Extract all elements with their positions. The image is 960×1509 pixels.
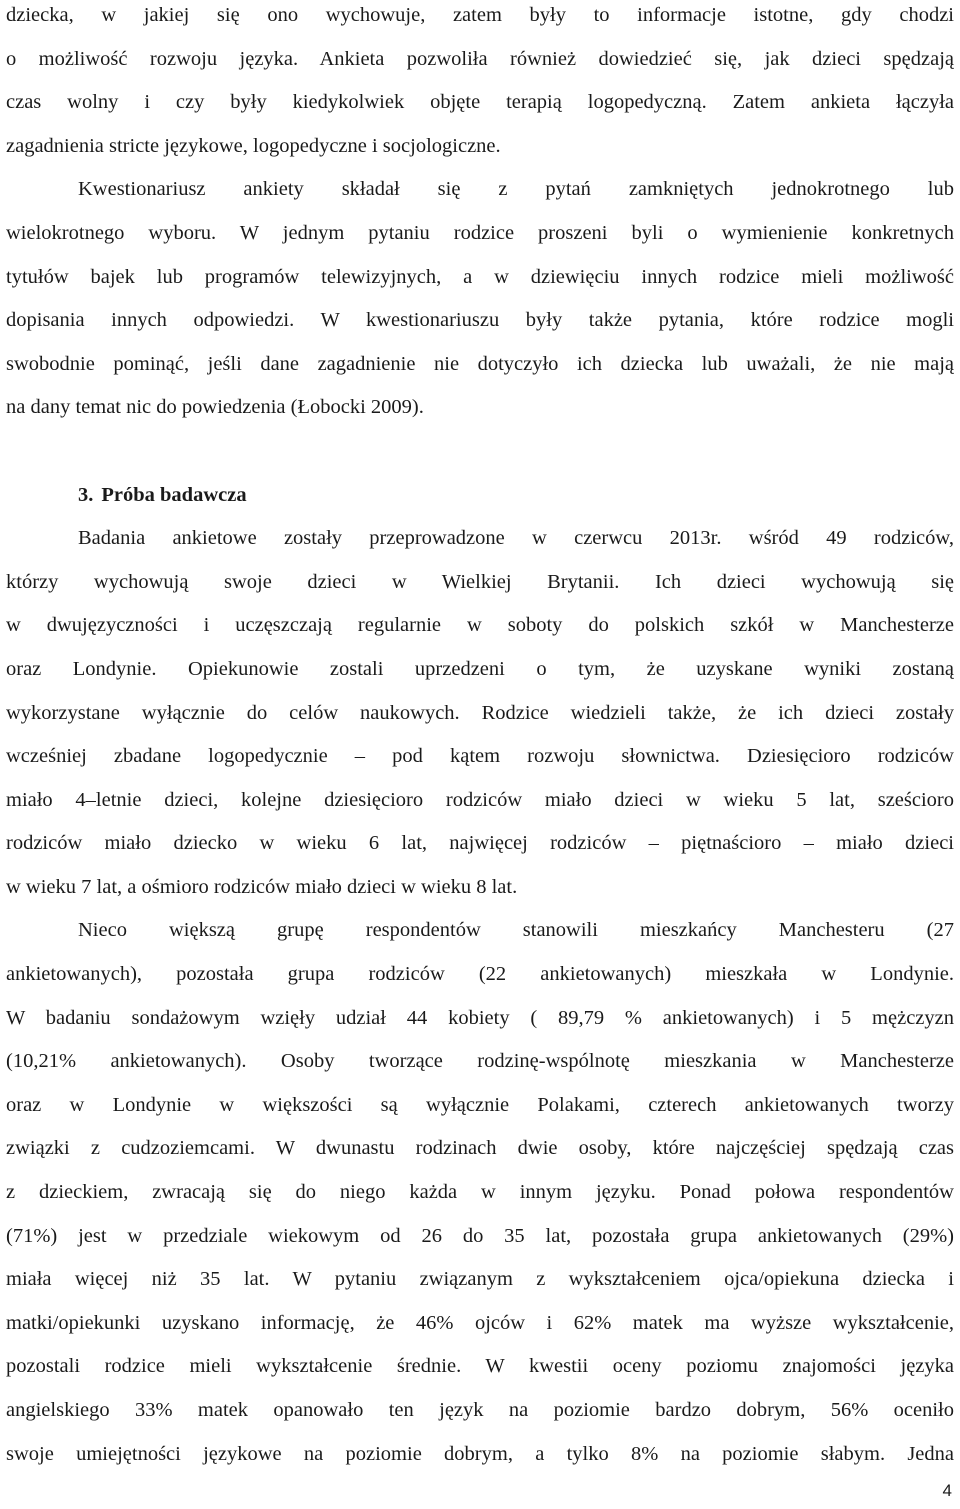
- text-line: wcześniej zbadane logopedycznie – pod kątem rozwoju słownictwa. Dziesięcioro rodziców: [6, 745, 954, 768]
- section-title: Próba badawcza: [101, 483, 247, 506]
- text-line: Nieco większą grupę respondentów stanowili mieszkańcy Manchesteru (27: [78, 919, 954, 942]
- text-line: Badania ankietowe zostały przeprowadzone w czerwcu 2013r. wśród 49 rodziców,: [78, 527, 954, 550]
- text-line: (10,21% ankietowanych). Osoby tworzące rodzinę-wspólnotę mieszkania w Manchesterze: [6, 1050, 954, 1073]
- text-line: matki/opiekunki uzyskano informację, że 46% ojców i 62% matek ma wyższe wykształcenie,: [6, 1311, 954, 1334]
- text-line: rodziców miało dziecko w wieku 6 lat, najwięcej rodziców – piętnaścioro – miało dzieci: [6, 832, 954, 855]
- text-line: (71%) jest w przedziale wiekowym od 26 do 35 lat, pozostała grupa ankietowanych (29%): [6, 1224, 954, 1247]
- text-line: związki z cudzoziemcami. W dwunastu rodzinach dwie osoby, które najczęściej spędzają czas: [6, 1137, 954, 1160]
- paragraph-gap: [6, 430, 954, 474]
- text-line: miała więcej niż 35 lat. W pytaniu związanym z wykształceniem ojca/opiekuna dziecka i: [6, 1268, 954, 1291]
- text-line: angielskiego 33% matek opanowało ten język na poziomie bardzo dobrym, 56% oceniło: [6, 1399, 954, 1421]
- text-line: ankietowanych), pozostała grupa rodziców (22 ankietowanych) mieszkała w Londynie.: [6, 963, 954, 986]
- text-line: oraz Londynie. Opiekunowie zostali uprzedzeni o tym, że uzyskane wyniki zostaną: [6, 657, 954, 680]
- text-line: tytułów bajek lub programów telewizyjnych, a w dziewięciu innych rodzice mieli możliwość: [6, 265, 954, 288]
- text-line: Kwestionariusz ankiety składał się z pytań zamkniętych jednokrotnego lub: [78, 178, 954, 201]
- text-line: czas wolny i czy były kiedykolwiek objęte terapią logopedyczną. Zatem ankieta łączyła: [6, 91, 954, 114]
- text-line: swoje umiejętności językowe na poziomie dobrym, a tylko 8% na poziomie słabym. Jedna: [6, 1442, 954, 1465]
- text-line: miało 4–letnie dzieci, kolejne dziesięcioro rodziców miało dzieci w wieku 5 lat, sześcioro: [6, 788, 954, 811]
- text-line: w wieku 7 lat, a ośmioro rodziców miało dzieci w wieku 8 lat.: [6, 875, 518, 898]
- page-number: 4: [942, 1481, 952, 1500]
- text-line: z dzieckiem, zwracają się do niego każda w innym języku. Ponad połowa respondentów: [6, 1181, 954, 1204]
- text-line: zagadnienia stricte językowe, logopedyczne i socjologiczne.: [6, 134, 501, 157]
- text-line: na dany temat nic do powiedzenia (Łobocki 2009).: [6, 396, 424, 419]
- text-line: swobodnie pominąć, jeśli dane zagadnienie nie dotyczyło ich dziecka lub uważali, że nie mają: [6, 352, 954, 375]
- text-line: o możliwość rozwoju języka. Ankieta pozwoliła również dowiedzieć się, jak dzieci spędzają: [6, 47, 954, 70]
- document-page: [6, 0, 954, 1476]
- section-heading: [6, 474, 954, 518]
- text-line: oraz w Londynie w większości są wyłącznie Polakami, czterech ankietowanych tworzy: [6, 1093, 954, 1116]
- text-line: którzy wychowują swoje dzieci w Wielkiej Brytanii. Ich dzieci wychowują się: [6, 570, 954, 593]
- text-line: W badaniu sondażowym wzięły udział 44 kobiety ( 89,79 % ankietowanych) i 5 mężczyzn: [6, 1006, 954, 1029]
- text-line: pozostali rodzice mieli wykształcenie średnie. W kwestii oceny poziomu znajomości języka: [6, 1355, 954, 1378]
- text-line: dopisania innych odpowiedzi. W kwestionariuszu były także pytania, które rodzice mogli: [6, 309, 954, 332]
- text-line: dziecka, w jakiej się ono wychowuje, zatem były to informacje istotne, gdy chodzi: [6, 4, 954, 26]
- text-line: wykorzystane wyłącznie do celów naukowych. Rodzice wiedzieli także, że ich dzieci zostały: [6, 701, 954, 724]
- text-line: wielokrotnego wyboru. W jednym pytaniu rodzice proszeni byli o wymienienie konkretnych: [6, 221, 954, 244]
- section-number: 3.: [78, 483, 94, 506]
- text-line: w dwujęzyczności i uczęszczają regularnie w soboty do polskich szkół w Manchesterze: [6, 614, 954, 637]
